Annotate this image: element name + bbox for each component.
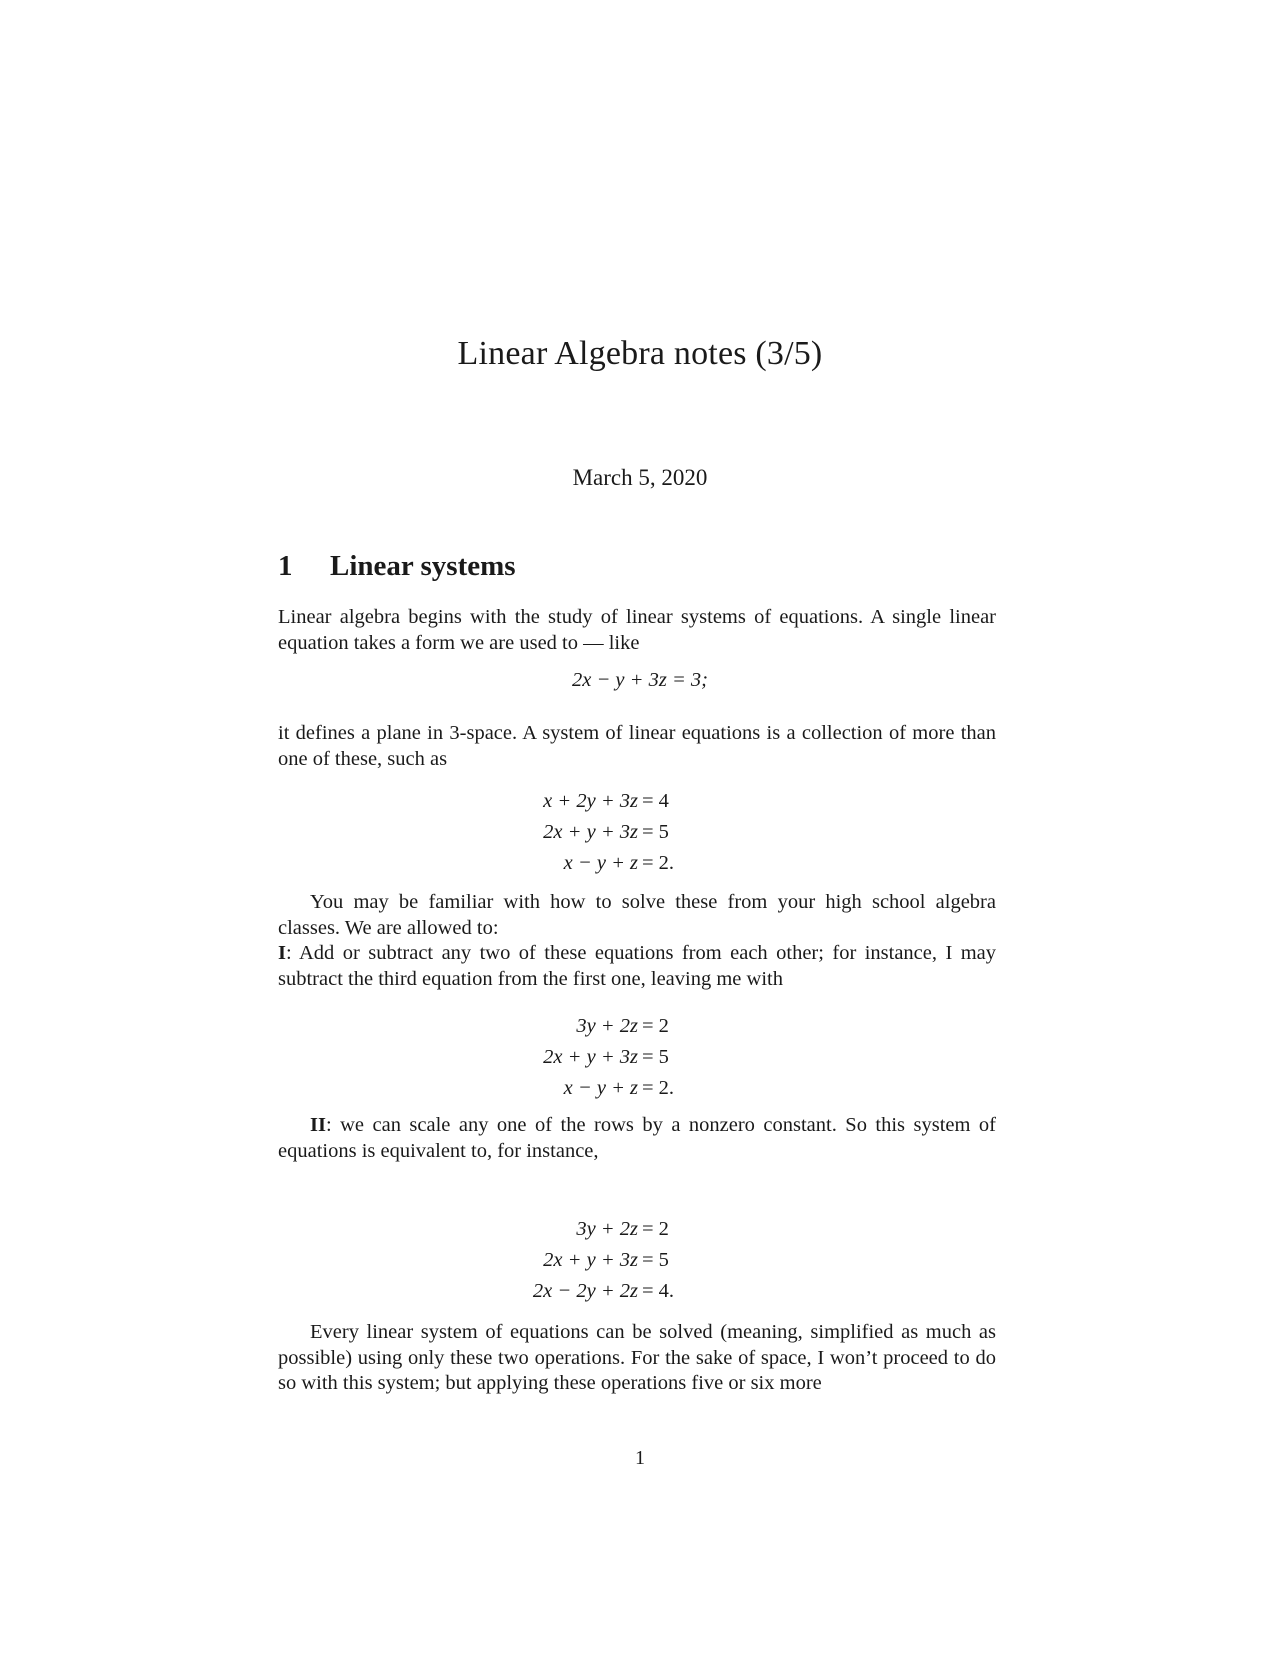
paragraph-every-system: Every linear system of equations can be solved (meaning, simplified as much as possible) using only these two operations. For the sake of space, I won’t proceed to do so with this system; but applying these operations five or six more: [278, 1321, 996, 1394]
equation-lhs: 2x + y + 3z: [543, 821, 638, 843]
equation-rhs: = 2.: [642, 852, 675, 874]
equation-row: [0, 1011, 1280, 1042]
equation-system-3: [0, 1214, 1280, 1307]
equation-lhs: 3y + 2z: [576, 1015, 638, 1037]
equation-lhs: 2x + y + 3z: [543, 1046, 638, 1068]
equation-rhs: = 2: [642, 1015, 669, 1037]
document-date: March 5, 2020: [572, 465, 708, 490]
equation-rhs: = 4.: [642, 1280, 675, 1302]
document-title: Linear Algebra notes (3/5): [457, 335, 823, 372]
equation-rhs: = 4: [642, 790, 669, 812]
equation-row: [0, 1042, 1280, 1073]
equation-system-2: [0, 1011, 1280, 1104]
equation-lhs: x + 2y + 3z: [543, 790, 638, 812]
equation-rhs: = 5: [642, 1046, 669, 1068]
section-number: 1: [278, 550, 293, 582]
equation-lhs: 3y + 2z: [576, 1218, 638, 1240]
paragraph-familiar: You may be familiar with how to solve these from your high school algebra classes. We are allowed to:: [278, 891, 996, 939]
equation-lhs: x − y + z: [563, 852, 638, 874]
paragraph-operation-1: [278, 941, 996, 992]
section-title: Linear systems: [330, 550, 516, 582]
equation-single: 2x − y + 3z = 3;: [571, 669, 708, 691]
equation-system-1: [0, 786, 1280, 879]
equation-row: [0, 848, 1280, 879]
equation-row: [0, 1214, 1280, 1245]
equation-rhs: = 5: [642, 821, 669, 843]
equation-row: [0, 1276, 1280, 1307]
equation-rhs: = 2.: [642, 1077, 675, 1099]
operation-text-1: : Add or subtract any two of these equations from each other; for instance, I may subtract the third equation from the first one, leaving me with: [278, 942, 996, 990]
paragraph-operation-2: [278, 1113, 996, 1164]
equation-lhs: x − y + z: [563, 1077, 638, 1099]
operation-label-1: I: [278, 942, 286, 964]
equation-lhs: 2x − 2y + 2z: [532, 1280, 638, 1302]
operation-text-2: : we can scale any one of the rows by a nonzero constant. So this system of equations is equivalent to, for instance,: [278, 1114, 996, 1162]
equation-rhs: = 5: [642, 1249, 669, 1271]
section-heading: [278, 550, 516, 583]
paragraph-system-definition: it defines a plane in 3-space. A system of linear equations is a collection of more than one of these, such as: [278, 722, 996, 770]
paragraph-intro: Linear algebra begins with the study of linear systems of equations. A single linear equation takes a form we are used to — like: [278, 606, 996, 654]
equation-row: [0, 1245, 1280, 1276]
equation-row: [0, 1073, 1280, 1104]
equation-row: [0, 817, 1280, 848]
equation-lhs: 2x + y + 3z: [543, 1249, 638, 1271]
page-number: 1: [635, 1447, 645, 1469]
operation-label-2: II: [310, 1114, 326, 1136]
equation-row: [0, 786, 1280, 817]
equation-rhs: = 2: [642, 1218, 669, 1240]
